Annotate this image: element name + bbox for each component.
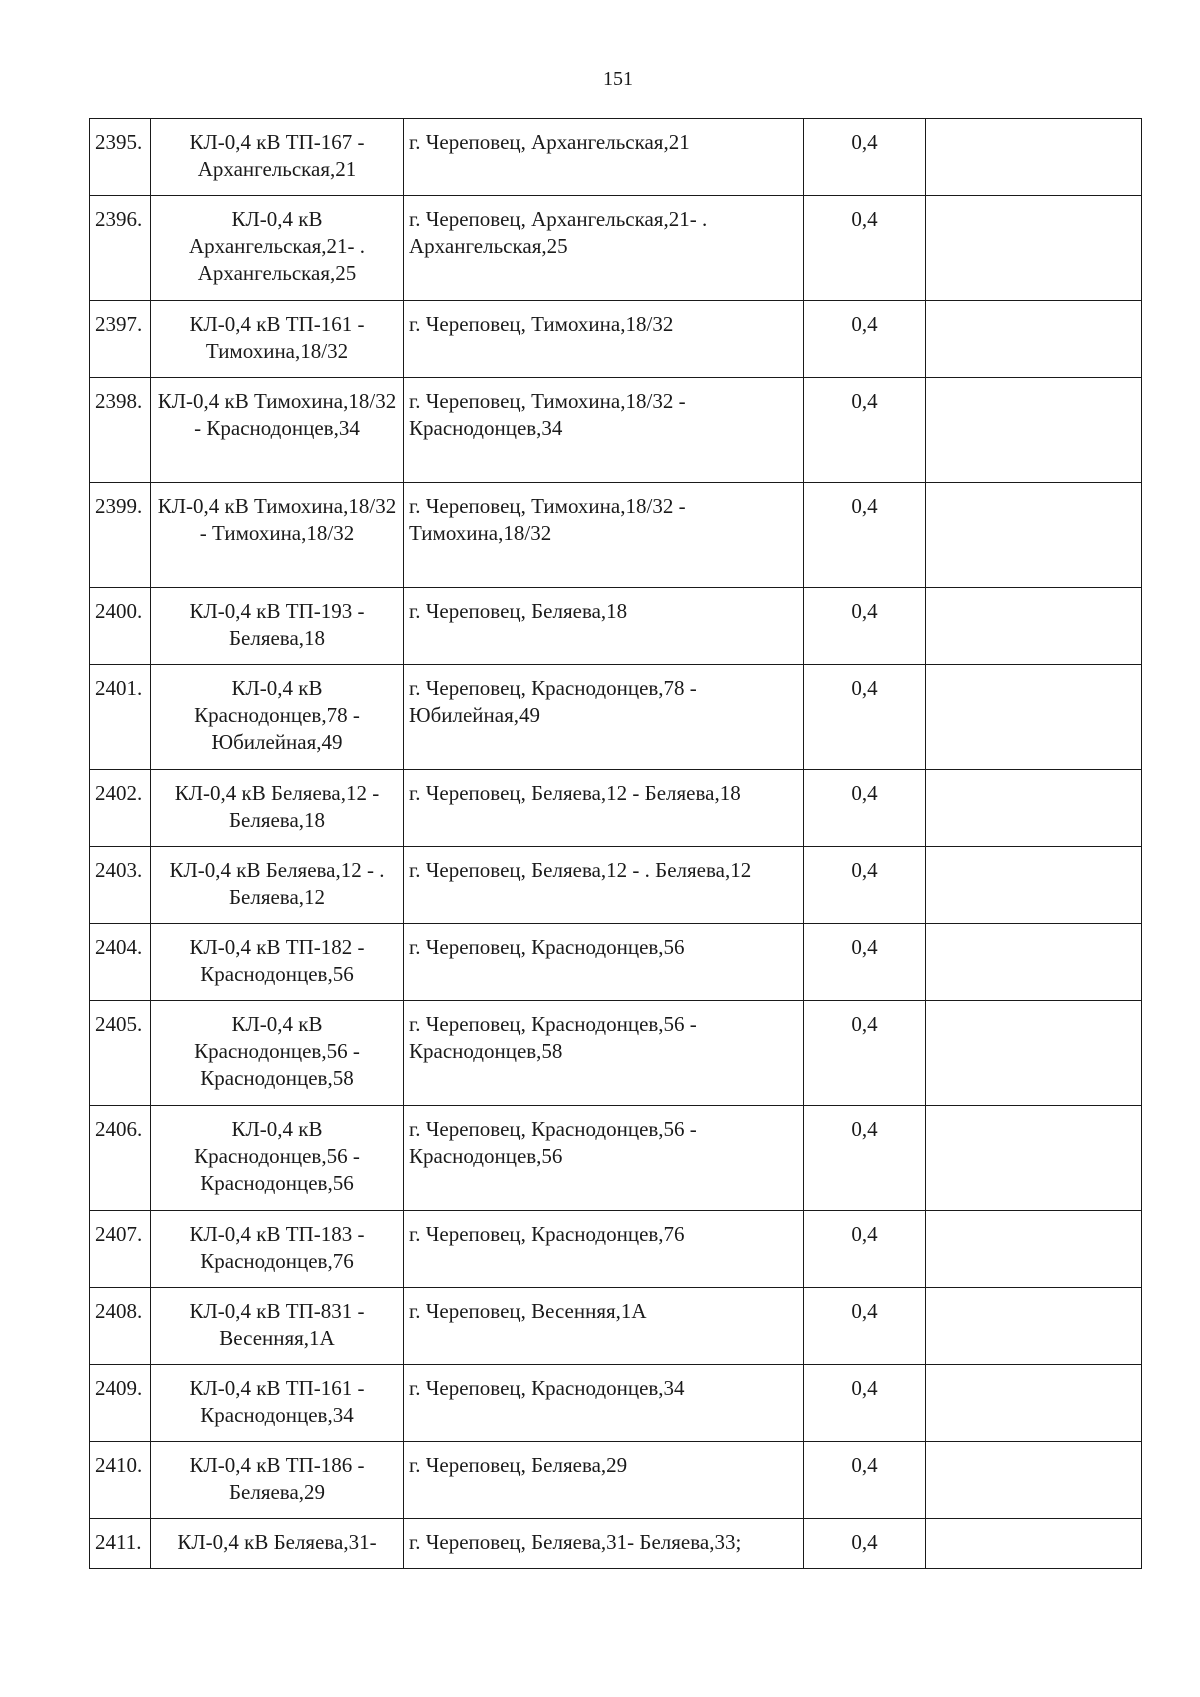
- voltage-value: 0,4: [804, 924, 926, 1001]
- voltage-value: 0,4: [804, 1001, 926, 1106]
- page-number: 151: [603, 68, 633, 90]
- voltage-value: 0,4: [804, 1442, 926, 1519]
- voltage-value: 0,4: [804, 196, 926, 301]
- row-number: 2410.: [90, 1442, 151, 1519]
- table-row: [90, 1001, 1142, 1106]
- row-number: 2399.: [90, 483, 151, 588]
- cable-line-address: г. Череповец, Краснодонцев,34: [404, 1365, 804, 1442]
- table-row: [90, 770, 1142, 847]
- cable-line-address: г. Череповец, Архангельская,21: [404, 119, 804, 196]
- row-number: 2396.: [90, 196, 151, 301]
- row-number: 2398.: [90, 378, 151, 483]
- cable-line-name: КЛ-0,4 кВ Беляева,12 - Беляева,18: [151, 770, 404, 847]
- empty-cell: [926, 770, 1142, 847]
- table-row: [90, 1288, 1142, 1365]
- empty-cell: [926, 924, 1142, 1001]
- empty-cell: [926, 1365, 1142, 1442]
- table-row: [90, 119, 1142, 196]
- cable-line-name: КЛ-0,4 кВ ТП-161 - Краснодонцев,34: [151, 1365, 404, 1442]
- row-number: 2406.: [90, 1106, 151, 1211]
- table-row: [90, 1519, 1142, 1569]
- cable-line-registry-table: [89, 118, 1142, 1569]
- empty-cell: [926, 1519, 1142, 1569]
- voltage-value: 0,4: [804, 847, 926, 924]
- empty-cell: [926, 196, 1142, 301]
- cable-line-address: г. Череповец, Краснодонцев,56 - Краснодонцев,58: [404, 1001, 804, 1106]
- row-number: 2408.: [90, 1288, 151, 1365]
- empty-cell: [926, 1106, 1142, 1211]
- voltage-value: 0,4: [804, 1288, 926, 1365]
- table-row: [90, 1442, 1142, 1519]
- table-row: [90, 1211, 1142, 1288]
- voltage-value: 0,4: [804, 378, 926, 483]
- row-number: 2403.: [90, 847, 151, 924]
- voltage-value: 0,4: [804, 770, 926, 847]
- empty-cell: [926, 301, 1142, 378]
- cable-line-name: КЛ-0,4 кВ ТП-193 - Беляева,18: [151, 588, 404, 665]
- voltage-value: 0,4: [804, 1365, 926, 1442]
- cable-line-address: г. Череповец, Беляева,29: [404, 1442, 804, 1519]
- cable-line-address: г. Череповец, Краснодонцев,78 - Юбилейная,49: [404, 665, 804, 770]
- cable-line-name: КЛ-0,4 кВ Беляева,12 - . Беляева,12: [151, 847, 404, 924]
- cable-line-name: КЛ-0,4 кВ Краснодонцев,78 - Юбилейная,49: [151, 665, 404, 770]
- row-number: 2411.: [90, 1519, 151, 1569]
- row-number: 2395.: [90, 119, 151, 196]
- voltage-value: 0,4: [804, 483, 926, 588]
- cable-line-address: г. Череповец, Краснодонцев,56: [404, 924, 804, 1001]
- empty-cell: [926, 1442, 1142, 1519]
- table-row: [90, 196, 1142, 301]
- cable-line-name: КЛ-0,4 кВ ТП-183 - Краснодонцев,76: [151, 1211, 404, 1288]
- cable-line-name: КЛ-0,4 кВ Архангельская,21- . Архангельская,25: [151, 196, 404, 301]
- cable-line-address: г. Череповец, Архангельская,21- . Архангельская,25: [404, 196, 804, 301]
- row-number: 2404.: [90, 924, 151, 1001]
- cable-line-name: КЛ-0,4 кВ ТП-167 - Архангельская,21: [151, 119, 404, 196]
- voltage-value: 0,4: [804, 119, 926, 196]
- voltage-value: 0,4: [804, 301, 926, 378]
- table-row: [90, 1106, 1142, 1211]
- cable-line-address: г. Череповец, Тимохина,18/32 - Тимохина,18/32: [404, 483, 804, 588]
- empty-cell: [926, 119, 1142, 196]
- cable-line-name: КЛ-0,4 кВ Беляева,31-: [151, 1519, 404, 1569]
- table-row: [90, 378, 1142, 483]
- row-number: 2401.: [90, 665, 151, 770]
- cable-line-name: КЛ-0,4 кВ Тимохина,18/32 - Краснодонцев,34: [151, 378, 404, 483]
- table-row: [90, 847, 1142, 924]
- voltage-value: 0,4: [804, 665, 926, 770]
- cable-line-address: г. Череповец, Тимохина,18/32 - Краснодонцев,34: [404, 378, 804, 483]
- cable-line-name: КЛ-0,4 кВ ТП-186 - Беляева,29: [151, 1442, 404, 1519]
- cable-line-address: г. Череповец, Краснодонцев,76: [404, 1211, 804, 1288]
- table-row: [90, 483, 1142, 588]
- table-row: [90, 924, 1142, 1001]
- cable-line-address: г. Череповец, Беляева,12 - Беляева,18: [404, 770, 804, 847]
- empty-cell: [926, 378, 1142, 483]
- empty-cell: [926, 483, 1142, 588]
- row-number: 2400.: [90, 588, 151, 665]
- empty-cell: [926, 588, 1142, 665]
- table-row: [90, 665, 1142, 770]
- cable-line-address: г. Череповец, Беляева,18: [404, 588, 804, 665]
- cable-line-name: КЛ-0,4 кВ Краснодонцев,56 - Краснодонцев,58: [151, 1001, 404, 1106]
- row-number: 2407.: [90, 1211, 151, 1288]
- empty-cell: [926, 1288, 1142, 1365]
- row-number: 2405.: [90, 1001, 151, 1106]
- table-row: [90, 588, 1142, 665]
- cable-line-name: КЛ-0,4 кВ ТП-831 - Весенняя,1А: [151, 1288, 404, 1365]
- row-number: 2402.: [90, 770, 151, 847]
- table-row: [90, 301, 1142, 378]
- voltage-value: 0,4: [804, 588, 926, 665]
- cable-line-address: г. Череповец, Беляева,31- Беляева,33;: [404, 1519, 804, 1569]
- cable-line-address: г. Череповец, Беляева,12 - . Беляева,12: [404, 847, 804, 924]
- cable-line-address: г. Череповец, Краснодонцев,56 - Краснодонцев,56: [404, 1106, 804, 1211]
- cable-line-name: КЛ-0,4 кВ Краснодонцев,56 - Краснодонцев,56: [151, 1106, 404, 1211]
- cable-line-address: г. Череповец, Весенняя,1А: [404, 1288, 804, 1365]
- empty-cell: [926, 1211, 1142, 1288]
- voltage-value: 0,4: [804, 1211, 926, 1288]
- voltage-value: 0,4: [804, 1519, 926, 1569]
- row-number: 2409.: [90, 1365, 151, 1442]
- empty-cell: [926, 847, 1142, 924]
- empty-cell: [926, 1001, 1142, 1106]
- row-number: 2397.: [90, 301, 151, 378]
- empty-cell: [926, 665, 1142, 770]
- cable-line-name: КЛ-0,4 кВ Тимохина,18/32 - Тимохина,18/32: [151, 483, 404, 588]
- cable-line-name: КЛ-0,4 кВ ТП-182 - Краснодонцев,56: [151, 924, 404, 1001]
- cable-line-address: г. Череповец, Тимохина,18/32: [404, 301, 804, 378]
- voltage-value: 0,4: [804, 1106, 926, 1211]
- cable-line-name: КЛ-0,4 кВ ТП-161 - Тимохина,18/32: [151, 301, 404, 378]
- table-row: [90, 1365, 1142, 1442]
